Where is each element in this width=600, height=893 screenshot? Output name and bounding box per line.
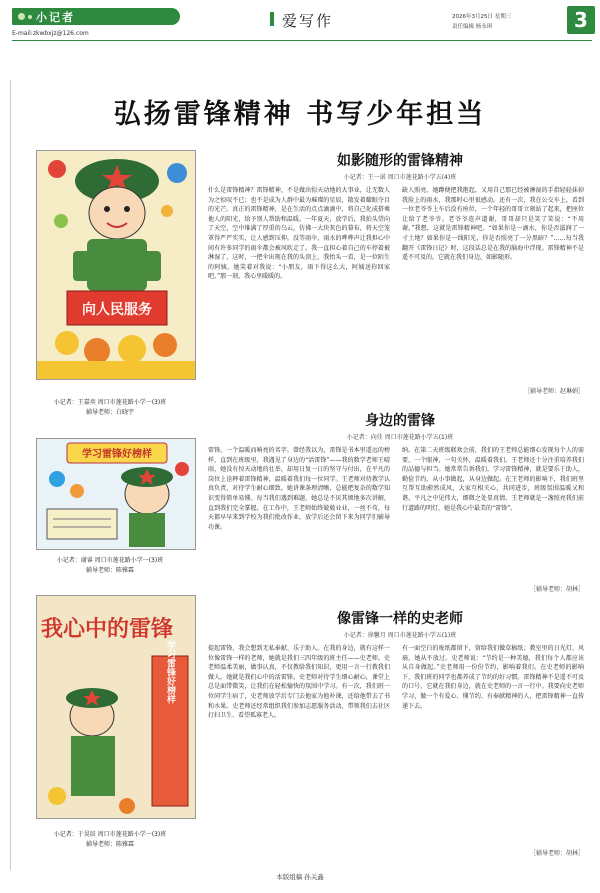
page-number: 3 — [567, 6, 595, 34]
column-rule — [10, 80, 11, 870]
article-byline: 小记者：向佳 周口市莲花路小学五(1)班 — [346, 434, 454, 441]
drawing-author: 小记者：王嘉奕 周口市莲花路小学一(3)班 — [53, 399, 167, 406]
drawing-caption-1 — [20, 398, 200, 418]
drawing-caption-3 — [20, 830, 200, 850]
section-marker — [270, 12, 274, 26]
article-title: 身边的雷锋 — [365, 413, 435, 429]
header-divider — [12, 40, 592, 41]
page-footer-credit: 本版组稿 孙关鑫 — [276, 873, 324, 881]
article-byline: 小记者：徐馨月 周口市莲花路小学五(1)班 — [343, 632, 457, 639]
publication-date: 2026年3月25日 星期三 — [452, 14, 512, 20]
drawing-caption-2 — [20, 556, 200, 576]
student-drawing-1 — [36, 150, 196, 380]
student-drawing-2 — [36, 438, 196, 550]
article-body-col2: 纳。在第二天班级联欢会前，我们的王老师总能细心发现每个人的需要，一个眼神，一句关怀，温暖着我们。王老师还十分注重培养我们的品德与担当。她常常告诉我们，学习雷锋精神，就是要乐于助人，勤俭节约，从小事做起，从身边做起。在王老师的影响下，我们班里互帮互助蔚然成风，大家互相关心，共同进步，班级氛围温暖又和谐。平凡之中见伟大，细微之处显真情。王老师就是一盏照亮我们前行道路的明灯，她是我心中最美的“雷锋”。 — [402, 447, 584, 512]
contact-email[interactable]: E-mail:zkwbxjz@126.com — [12, 30, 89, 37]
drawing-tutor: 辅导老师：陈雅霖 — [85, 841, 134, 848]
article-body-col1: 什么是雷锋精神？雷锋精神，不是做出惊天动地的大事业，让无数人为之惊叹不已；也不是成为人群中最为璀璨的星辰，散发着耀眼夺目的光芒。真正的雷锋精神，是在生活的点点滴滴中，将自己化成搭乘他人的阳光，给予别人帮助和温暖。一年夏天，放学后，我拍头望向了天空，空中堆满了厚重的乌云，仿佛一大块灰色的幕布，将天空笼罩得严严实实，让人感到压抑。没等雨伞，雨水的哗哗声让我担心中间有许多同学的雨伞都会被风吹走了。我一直担心着自己的车停着被淋湿了，这时，一把伞出现在我的头顶上，我抬头一看，是一位陌生的阿姨，她笑着对我说：“小朋友，雨下得这么大，阿姨送你回家吧。”那一刻，我心里暖暖的。 — [208, 187, 390, 281]
decor-dot-icon — [28, 15, 32, 19]
my-heart-lei-feng-illustration — [37, 596, 195, 818]
masthead-banner — [12, 8, 180, 25]
decor-dot-icon — [18, 13, 25, 20]
page-headline: 弘扬雷锋精神 书写少年担当 — [113, 99, 487, 130]
article-body-col2: 缺人照亮，她蹲便把我抱起，又用自己那已经被淋湿的手指轻轻抹掉我脸上的雨水，我那时心里很感动。还有一次，我在公交车上，看到一位老爷爷上车后没有座位，一个年轻的哥哥立刻站了起来，把座位让给了老爷爷。老爷爷连声道谢，哥哥却只是笑了笑说：“不用谢。”我想，这就是雷锋精神吧。“如果你是一滴水，你是否滋润了一寸土地？如果你是一线阳光，你是否照亮了一分黑暗？”……每当我翻开《雷锋日记》时，这段话总是在我的脑海中浮现。雷锋精神不是遥不可及的，它就在我们身边，如影随形。 — [402, 187, 584, 262]
lei-feng-banner-illustration — [37, 439, 195, 549]
article-body-col1: 提起雷锋，我会想到无私奉献、乐于助人。在我的身边，就有这样一位像雷锋一样的老师，她就是我们三四年级的班主任——史老师。史老师温柔美丽，做事认真，不仅教给我们知识，更用一言一行教我们做人。她就是我们心中的活雷锋。史老师对待学生细心耐心，课堂上总是面带微笑，让我们在轻松愉快的氛围中学习。有一次，我们班一位同学生病了，史老师放学后专门去他家为他补课，还给他带去了书和水果。史老师还经常组织我们参加志愿服务活动，带领我们去社区打扫卫生、看望孤寡老人。 — [208, 645, 390, 720]
masthead-title: 小记者 — [36, 11, 75, 24]
article-tutor: ［辅导老师：胡林］ — [530, 586, 585, 593]
drawing-banner-text: 我心中的雷锋 — [40, 617, 174, 642]
article-title: 像雷锋一样的史老师 — [337, 611, 463, 627]
article-tutor: ［辅导老师：赵琳娟］ — [524, 388, 585, 395]
lei-feng-portrait-illustration — [37, 151, 195, 379]
section-name: 爱写作 — [282, 12, 334, 30]
drawing-author: 小记者：于昊辰 周口市莲花路小学一(3)班 — [53, 831, 167, 838]
drawing-banner-text: 向人民服务 — [82, 302, 152, 318]
drawing-author: 小记者：谢睿 周口市莲花路小学一(3)班 — [56, 557, 164, 564]
article-body-col1: 雷锋，一个温暖而响亮的名字。曾经我以为，雷锋是书本里遥远的榜样，直到在班级里，我遇见了身边的“活雷锋”——我的数学老师王晴雨，她没有惊天动地的壮举，却用日复一日的坚守与付出，在平凡的岗位上诠释着雷锋精神，温暖着我们每一位同学。王老师对待教学认真负责，对待学生耐心细致。她讲课条理清晰，总能把复杂的数学知识变得简单易懂。每当我们遇到难题，她总是不厌其烦地多次讲解，直到我们完全掌握。在工作中，王老师始终兢兢业业，一丝不苟，每天都早早来到学校为我们批改作业，放学后还会留下来为同学们辅导功课。 — [208, 447, 390, 531]
drawing-tutor: 辅导老师：白晓宇 — [85, 409, 134, 416]
student-drawing-3 — [36, 595, 196, 819]
article-byline: 小记者：王一诺 周口市莲花路小学五(4)班 — [343, 174, 457, 181]
article-title: 如影随形的雷锋精神 — [337, 153, 463, 169]
article-tutor: ［辅导老师：胡林］ — [530, 850, 585, 857]
drawing-tutor: 辅导老师：陈雅霖 — [85, 567, 134, 574]
drawing-side-text: 学习雷锋好榜样 — [165, 640, 175, 704]
article-body-col2: 有一面空白的废纸都留下，留给我们做草稿纸；教室里的日光灯、风扇，她从不放过。史老师说：“节约是一种美德，我们每个人都应该从自身做起。”史老师用一份份节约，影响着我们。在史老师的影响下，我们班的同学也都养成了节约的好习惯。雷锋精神不是遥不可及的口号，它就在我们身边，就在史老师的一言一行中。我要向史老师学习，做一个有爱心、懂节约、有奉献精神的人，把雷锋精神一直传递下去。 — [402, 645, 584, 710]
responsible-editor: 责任编辑 杨永琪 — [452, 24, 493, 30]
drawing-banner-text: 学习雷锋好榜样 — [82, 449, 152, 460]
